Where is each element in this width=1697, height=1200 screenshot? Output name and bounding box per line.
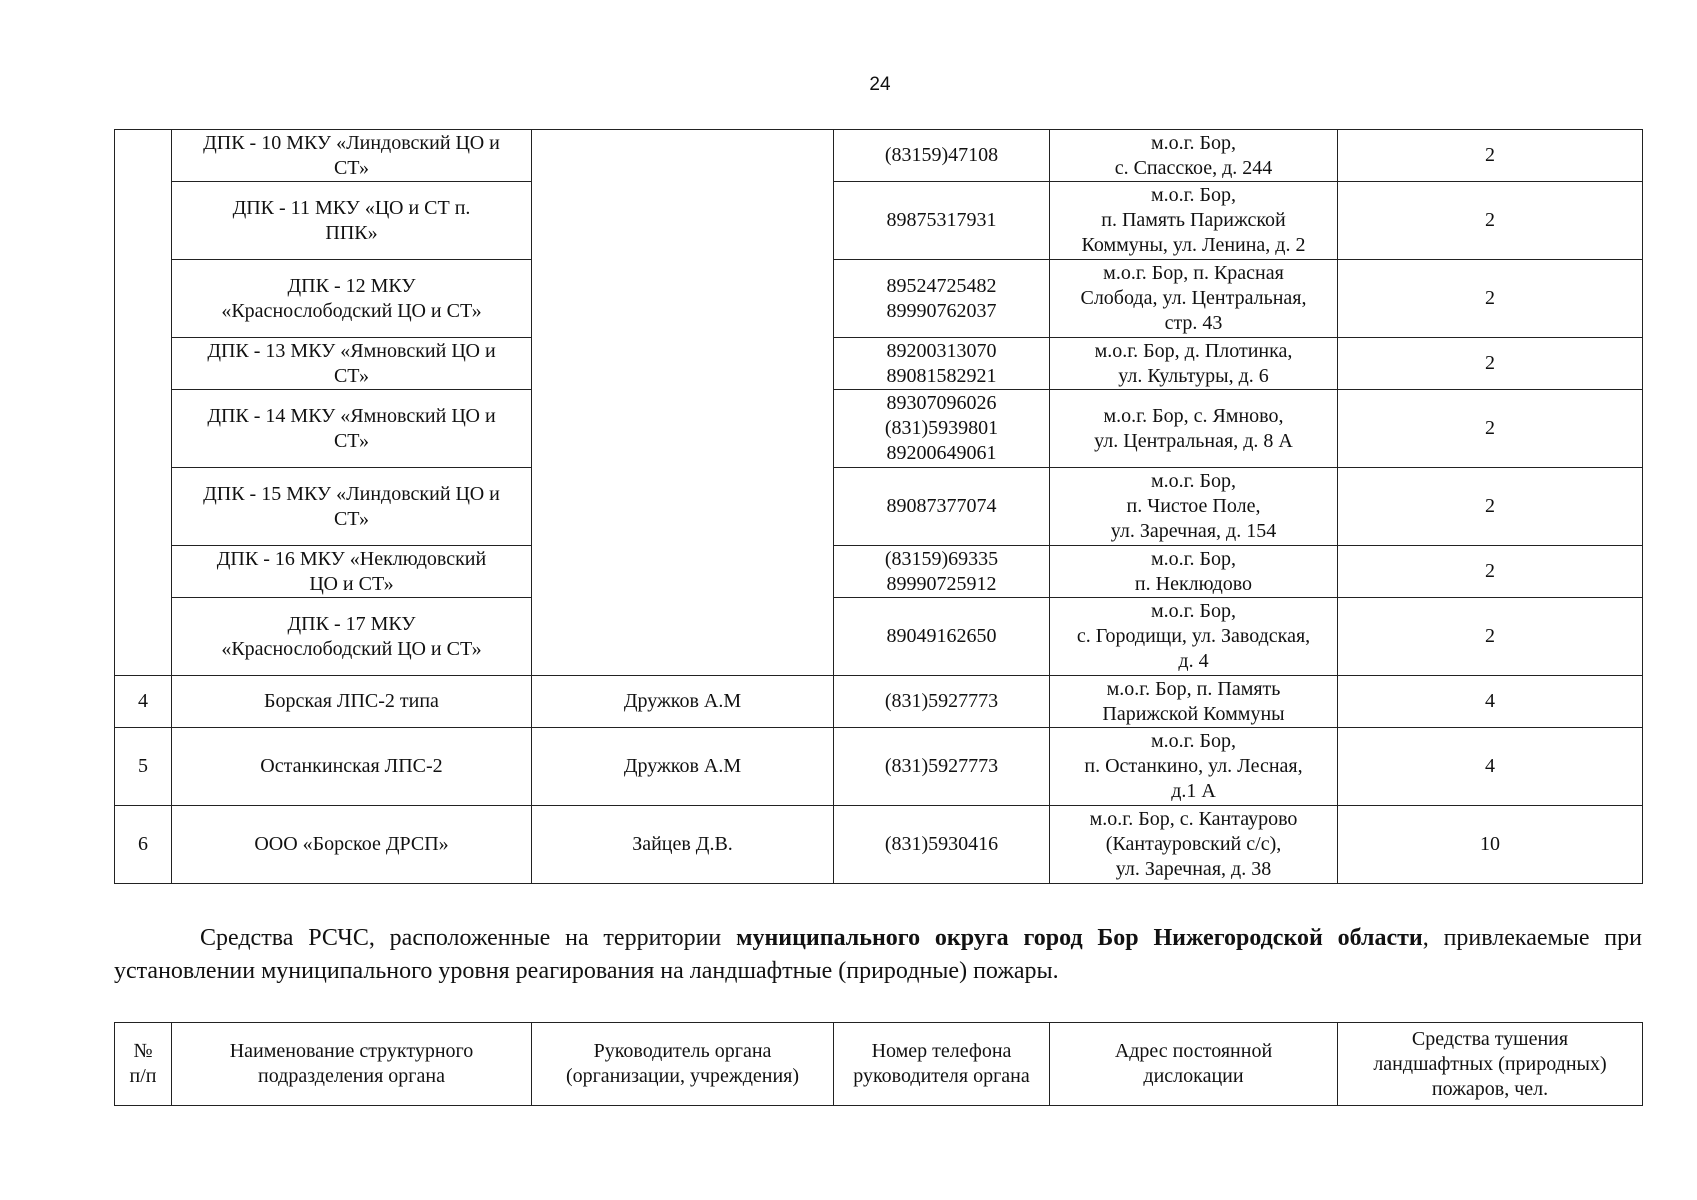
count-cell: 2: [1338, 260, 1643, 338]
phone-cell: 89524725482 89990762037: [834, 260, 1050, 338]
table-row: [115, 130, 1643, 182]
page-number: 24: [869, 74, 891, 95]
count-cell: 2: [1338, 546, 1643, 598]
unit-name-cell: ДПК - 13 МКУ «Ямновский ЦО и СТ»: [172, 338, 532, 390]
unit-name-cell: ДПК - 11 МКУ «ЦО и СТ п. ППК»: [172, 182, 532, 260]
address-cell: м.о.г. Бор, п. Останкино, ул. Лесная, д.1 А: [1050, 728, 1338, 806]
address-cell: м.о.г. Бор, п. Память Парижской Коммуны: [1050, 676, 1338, 728]
count-cell: 2: [1338, 130, 1643, 182]
unit-name-cell: ДПК - 12 МКУ «Краснослободский ЦО и СТ»: [172, 260, 532, 338]
column-header-phone: Номер телефона руководителя органа: [834, 1023, 1050, 1106]
column-header-head: Руководитель органа (организации, учреждения): [532, 1023, 834, 1106]
phone-cell: (831)5930416: [834, 806, 1050, 884]
count-cell: 2: [1338, 598, 1643, 676]
address-cell: м.о.г. Бор, п. Память Парижской Коммуны, ул. Ленина, д. 2: [1050, 182, 1338, 260]
table-row: [115, 338, 1643, 390]
count-cell: 2: [1338, 338, 1643, 390]
count-cell: 10: [1338, 806, 1643, 884]
section-paragraph: [114, 922, 1642, 988]
head-cell: Дружков А.М: [532, 676, 834, 728]
phone-cell: (83159)47108: [834, 130, 1050, 182]
header-row: [115, 1023, 1643, 1106]
paragraph-text-start: Средства РСЧС, расположенные на территории: [200, 925, 737, 951]
header-table: [114, 1022, 1643, 1106]
unit-name-cell: ДПК - 17 МКУ «Краснослободский ЦО и СТ»: [172, 598, 532, 676]
number-cell: 5: [115, 728, 172, 806]
phone-cell: 89049162650: [834, 598, 1050, 676]
unit-name-cell: ДПК - 15 МКУ «Линдовский ЦО и СТ»: [172, 468, 532, 546]
count-cell: 4: [1338, 728, 1643, 806]
phone-cell: (831)5927773: [834, 676, 1050, 728]
number-cell: 4: [115, 676, 172, 728]
unit-name-cell: Борская ЛПС-2 типа: [172, 676, 532, 728]
count-cell: 2: [1338, 468, 1643, 546]
column-header-address: Адрес постоянной дислокации: [1050, 1023, 1338, 1106]
head-cell: Дружков А.М: [532, 728, 834, 806]
unit-name-cell: ООО «Борское ДРСП»: [172, 806, 532, 884]
phone-cell: 89875317931: [834, 182, 1050, 260]
table-row: [115, 806, 1643, 884]
address-cell: м.о.г. Бор, с. Спасское, д. 244: [1050, 130, 1338, 182]
address-cell: м.о.г. Бор, п. Чистое Поле, ул. Заречная, д. 154: [1050, 468, 1338, 546]
paragraph-text-end: , привлекаемые при установлении муниципального уровня реагирования на ландшафтные (природные) пожары.: [114, 925, 1642, 984]
address-cell: м.о.г. Бор, п. Красная Слобода, ул. Центральная, стр. 43: [1050, 260, 1338, 338]
unit-name-cell: ДПК - 14 МКУ «Ямновский ЦО и СТ»: [172, 390, 532, 468]
unit-name-cell: ДПК - 16 МКУ «Неклюдовский ЦО и СТ»: [172, 546, 532, 598]
table-row: [115, 728, 1643, 806]
table-row: [115, 182, 1643, 260]
merged-number-cell: [115, 130, 172, 676]
unit-name-cell: Останкинская ЛПС-2: [172, 728, 532, 806]
address-cell: м.о.г. Бор, с. Кантаурово (Кантауровский с/с), ул. Заречная, д. 38: [1050, 806, 1338, 884]
address-cell: м.о.г. Бор, п. Неклюдово: [1050, 546, 1338, 598]
phone-cell: 89307096026 (831)5939801 89200649061: [834, 390, 1050, 468]
table-row: [115, 546, 1643, 598]
paragraph-bold-text: муниципального округа город Бор Нижегородской области: [736, 925, 1423, 951]
table-row: [115, 676, 1643, 728]
fire-units-table: [114, 129, 1643, 884]
column-header-number: № п/п: [115, 1023, 172, 1106]
table-row: [115, 390, 1643, 468]
table-row: [115, 260, 1643, 338]
unit-name-cell: ДПК - 10 МКУ «Линдовский ЦО и СТ»: [172, 130, 532, 182]
count-cell: 2: [1338, 390, 1643, 468]
phone-cell: (83159)69335 89990725912: [834, 546, 1050, 598]
column-header-unit-name: Наименование структурного подразделения органа: [172, 1023, 532, 1106]
column-header-means: Средства тушения ландшафтных (природных) пожаров, чел.: [1338, 1023, 1643, 1106]
merged-head-cell: [532, 130, 834, 676]
table-row: [115, 598, 1643, 676]
phone-cell: 89200313070 89081582921: [834, 338, 1050, 390]
phone-cell: (831)5927773: [834, 728, 1050, 806]
count-cell: 2: [1338, 182, 1643, 260]
number-cell: 6: [115, 806, 172, 884]
address-cell: м.о.г. Бор, д. Плотинка, ул. Культуры, д. 6: [1050, 338, 1338, 390]
head-cell: Зайцев Д.В.: [532, 806, 834, 884]
address-cell: м.о.г. Бор, с. Городищи, ул. Заводская, д. 4: [1050, 598, 1338, 676]
phone-cell: 89087377074: [834, 468, 1050, 546]
count-cell: 4: [1338, 676, 1643, 728]
table-row: [115, 468, 1643, 546]
address-cell: м.о.г. Бор, с. Ямново, ул. Центральная, д. 8 А: [1050, 390, 1338, 468]
